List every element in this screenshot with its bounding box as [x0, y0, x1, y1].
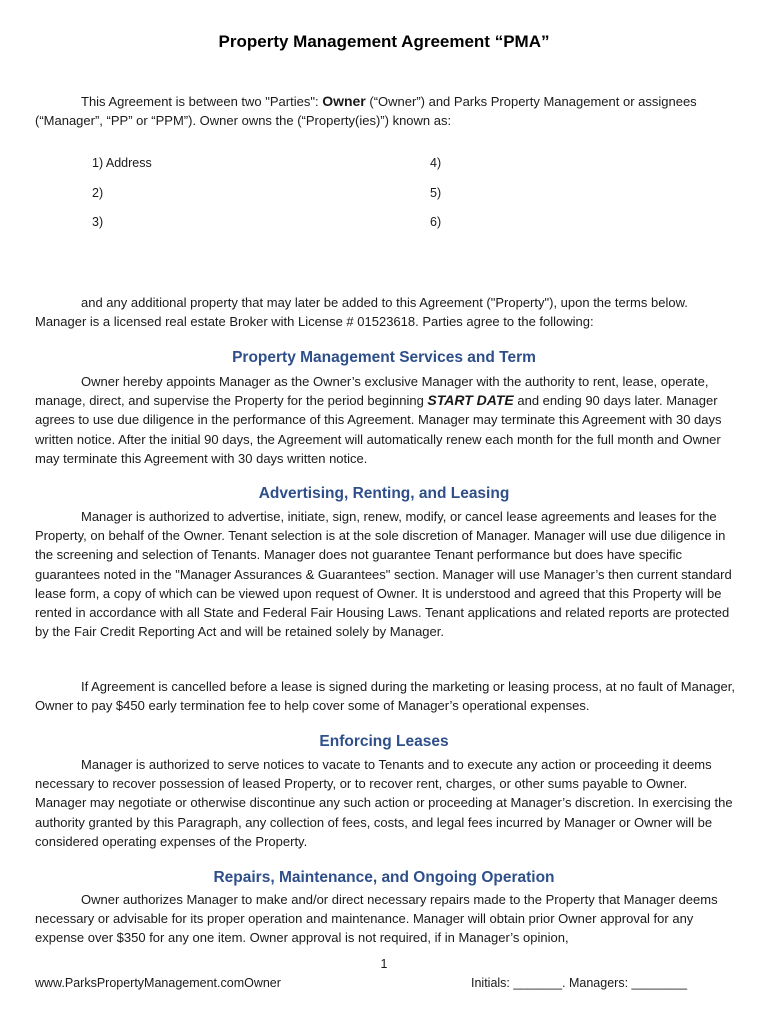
advertising-paragraph [35, 507, 735, 641]
footer-initials: Initials: _______. Managers: ________ [471, 976, 688, 990]
services-paragraph [35, 372, 735, 468]
document-title: Property Management Agreement “PMA” [218, 32, 550, 51]
advertising-text: Manager is authorized to advertise, initiate, sign, renew, modify, or cancel lease agreements and leases for the Property, on behalf of the Owner. Tenant selection is at the sole discretion of Manager. Manager will use due diligence in the screening and selection of Tenants. Manager does not guarantee Tenant performance but does have specific guarantees noted in the "Manager Assurances & Guarantees" section. Manager will use Manager’s then current standard lease form, a copy of which can be viewed upon request of Owner. It is understood and agreed that this Property will be rented in accordance with all State and Federal Fair Housing Laws. Tenant applications and related reports are protected by the Fair Credit Reporting Act and will be retained solely by Manager. [35, 509, 732, 640]
cancellation-paragraph [35, 677, 735, 715]
services-post: and ending 90 days later. Manager agrees to use due diligence in the performance of this Agreement. Manager may terminate this Agreement with 30 days written notice. After the initial 90 days, the Agreement will automatically renew each month for the full month and Owner may terminate this Agreement with 30 days written notice. [35, 393, 722, 466]
page-number: 1 [380, 957, 388, 971]
repairs-heading: Repairs, Maintenance, and Ongoing Operation [213, 869, 555, 886]
enforcing-text: Manager is authorized to serve notices to vacate to Tenants and to execute any action or proceeding it deems necessary to recover possession of leased Property, or to recover rent, charges, or other sums payable to Owner. Manager may negotiate or otherwise discontinue any such action or proceeding at Manager’s discretion. In exercising the authority granted by this Paragraph, any collection of fees, costs, and legal fees incurred by Manager or Owner will be considered operating expenses of the Property. [35, 757, 733, 849]
address-6: 6) [430, 215, 442, 229]
enforcing-heading: Enforcing Leases [319, 733, 449, 750]
enforcing-paragraph [35, 755, 735, 851]
intro-post: (“Owner”) and Parks Property Management or assignees (“Manager”, “PP” or “PPM”). Owner owns the (“Property(ies)”) known as: [35, 94, 697, 129]
address-4: 4) [430, 156, 442, 170]
additional-property-paragraph [35, 293, 735, 331]
start-date-placeholder: START DATE [427, 392, 514, 409]
repairs-paragraph [35, 890, 735, 948]
intro-paragraph [35, 92, 735, 130]
address-5: 5) [430, 186, 442, 200]
services-heading: Property Management Services and Term [232, 349, 536, 366]
additional-text: and any additional property that may later be added to this Agreement ("Property"), upon the terms below. Manager is a licensed real estate Broker with License # 01523618. Parties agree to the following: [35, 295, 688, 330]
repairs-text: Owner authorizes Manager to make and/or direct necessary repairs made to the Property that Manager deems necessary or advisable for its proper operation and maintenance. Manager will obtain prior Owner approval for any expense over $350 for any one item. Owner approval is not required, if in Manager’s opinion, [35, 892, 718, 946]
intro-pre: This Agreement is between two "Parties": [81, 94, 323, 109]
address-1: 1) Address [92, 156, 152, 170]
services-pre: Owner hereby appoints Manager as the Owner’s exclusive Manager with the authority to rent, lease, operate, manage, direct, and supervise the Property for the period beginning [35, 374, 709, 409]
footer-website: www.ParksPropertyManagement.comOwner [35, 976, 281, 990]
cancellation-text: If Agreement is cancelled before a lease is signed during the marketing or leasing process, at no fault of Manager, Owner to pay $450 early termination fee to help cover some of Manager’s operational expenses. [35, 679, 735, 714]
address-3: 3) [92, 215, 104, 229]
advertising-heading: Advertising, Renting, and Leasing [258, 485, 510, 502]
address-2: 2) [92, 186, 104, 200]
owner-placeholder: Owner [322, 93, 366, 109]
